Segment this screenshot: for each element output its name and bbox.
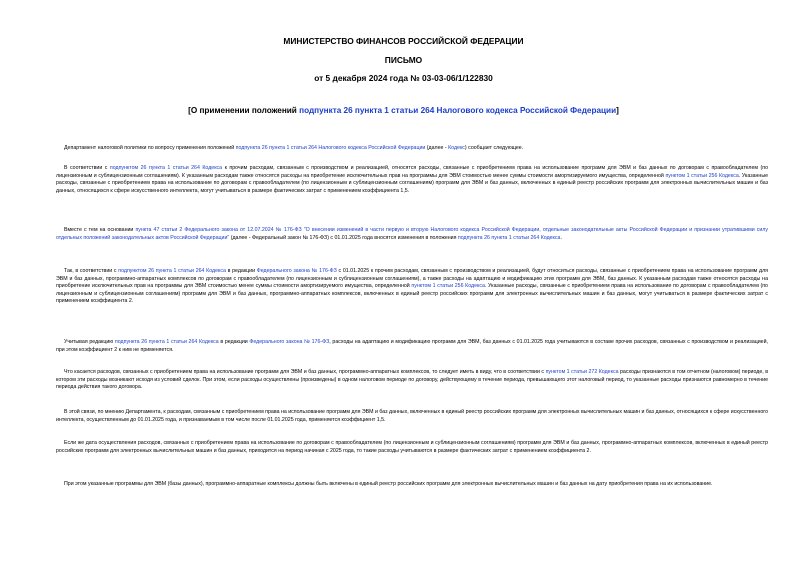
document-link[interactable]: подпункта 26 пункта 1 статьи 264 Кодекса bbox=[457, 234, 561, 241]
paragraph-text: . Указанные расходы, связанные с приобретением права на использование по договорам с правообладателем (по лицензионным и сублицензионным соглашениям) программ для ЭВМ и баз данных, включенных в единый реестр российских программ для электронных вычислительных машин и баз данных, относящихся к сфере искусственного интеллекта, могут учитываться в размере фактических затрат с применением коэффициента 1,5. bbox=[56, 172, 769, 194]
paragraph-text: Если же дата осуществления расходов, связанных с приобретением права на использование по договорам с правообладателем (по лицензионным и сублицензионным соглашениям) программ для ЭВМ и баз данных, программно-аппаратных комплексов, включенных в единый реестр российских программ для электронных вычислительных машин и баз данных, приходится на период начиная с 2025 года, то такие расходы учитываются в размере фактических затрат с применением коэффициента 2. bbox=[56, 440, 768, 454]
paragraph bbox=[56, 440, 768, 455]
paragraph-text: , расходы на адаптацию и модификацию программ для ЭВМ, баз данных с 01.01.2025 года учитываются в составе прочих расходов, связанных с производством и реализацией, при этом коэффициент 2 к ним не применяется. bbox=[56, 339, 768, 353]
paragraph-text: ) сообщает следующее. bbox=[464, 145, 524, 151]
document-link[interactable]: пунктом 1 статьи 272 Кодекса bbox=[545, 369, 619, 375]
paragraph-text: (далее - bbox=[425, 145, 449, 151]
document-type: ПИСЬМО bbox=[384, 55, 423, 65]
paragraph bbox=[56, 227, 768, 242]
paragraph-text: При этом указанные программы для ЭВМ (базы данных), программно-аппаратные комплексы должны быть включены в единый реестр российских программ для электронных вычислительных машин и баз данных на дату приобретения права на их использование. bbox=[64, 481, 713, 487]
paragraph-text: Что касается расходов, связанных с приобретением права на использование программ для ЭВМ и баз данных, программно-аппаратных комплексов, то следует иметь в виду, что в соответствии с bbox=[64, 369, 546, 375]
paragraph bbox=[56, 165, 768, 195]
paragraph-text: в редакции bbox=[218, 339, 250, 345]
title-open: [О применении положений bbox=[188, 106, 300, 115]
paragraph-text: расходы признаются в том отчетном (налоговом) периоде, в котором эти расходы возникают исходя из условий сделок. При этом, если расходы осуществлены (произведены) в одном налоговом периоде по договору, действующему в течение периода, превышающего этот налоговый период, то указанные расходы признаются равномерно в течение периода действия такого договора. bbox=[56, 369, 768, 391]
document-link[interactable]: подпунктом 26 пункта 1 статьи 264 Кодекса bbox=[109, 165, 223, 171]
paragraph-text: Вместе с тем на основании bbox=[64, 227, 136, 233]
paragraph bbox=[56, 339, 768, 354]
paragraph-text: В этой связи, по мнению Департамента, к расходам, связанным с приобретением права на использование программ для ЭВМ и баз данных, включенных в единый реестр российских программ для электронных вычислительных машин и баз данных, относящихся к сфере искусственного интеллекта, осуществленным до 01.01.2025 года, и признаваемым в том числе после 01.01.2025 года, применяется коэффициент 1,5. bbox=[56, 409, 768, 423]
paragraph-text: с 01.01.2025 к прочим расходам, связанным с производством и реализацией, будут относиться расходы, связанные с приобретением права на использование программ для ЭВМ и баз данных, программно-аппаратных комплексов по договорам с правообладателем (по лицензионным и сублицензионным соглашениям), а также расходы на адаптацию и модификацию этих программ для ЭВМ, баз данных. К указанным расходам также относятся расходы на приобретение исключительных прав на программы для ЭВМ стоимостью менее суммы стоимости амортизируемого имущества, определенной bbox=[56, 268, 768, 290]
document-link[interactable]: пункта 47 статьи 2 Федерального закона от 12.07.2024 № 176-ФЗ "О внесении изменений в части первую и вторую Налогового кодекса Российской Федерации, отдельные законодательные акты Российской Федерации и признании утратившими силу отдельных положений законодательных актов Российской Федерации" bbox=[56, 227, 768, 241]
title-close: ] bbox=[616, 106, 619, 115]
paragraph-text: . Указанные расходы, связанные с приобретением права на использование по договорам с правообладателем (по лицензионным и сублицензионным соглашениям) программ для ЭВМ и баз данных, программно-аппаратных комплексов, включенных в единый реестр российских программ для электронных вычислительных машин и баз данных, могут учитываться в размере фактических затрат с применением коэффициента 2. bbox=[56, 283, 768, 305]
paragraph-text: Учитывая редакцию bbox=[64, 339, 115, 345]
paragraph bbox=[56, 481, 768, 489]
paragraph-text: Департамент налоговой политики по вопросу применения положений bbox=[64, 145, 236, 151]
document-link[interactable]: подпункта 26 пункта 1 статьи 264 Налогового кодекса Российской Федерации bbox=[235, 145, 426, 151]
document-link[interactable]: Кодекс bbox=[448, 145, 465, 151]
ministry-heading: МИНИСТЕРСТВО ФИНАНСОВ РОССИЙСКОЙ ФЕДЕРАЦИИ bbox=[283, 36, 524, 46]
document-link[interactable]: подпункта 26 пункта 1 статьи 264 Кодекса bbox=[114, 339, 219, 345]
document-link[interactable]: подпунктом 26 пункта 1 статьи 264 Кодекса bbox=[118, 268, 226, 274]
paragraph-text: В соответствии с bbox=[64, 165, 110, 171]
paragraph bbox=[56, 145, 768, 153]
paragraph-text: . bbox=[560, 234, 562, 241]
document-link[interactable]: пунктом 1 статьи 256 Кодекса bbox=[665, 172, 739, 179]
document-link[interactable]: Федерального закона № 176-ФЗ bbox=[249, 339, 330, 345]
document-title bbox=[0, 105, 807, 116]
paragraph-text: (далее - Федеральный закон № 176-ФЗ) с 01.01.2025 года вносятся изменения в положения bbox=[229, 234, 458, 241]
document-date-number: от 5 декабря 2024 года № 03-03-06/1/122830 bbox=[314, 73, 493, 83]
paragraph-text: Так, в соответствии с bbox=[64, 268, 119, 274]
title-link[interactable]: подпункта 26 пункта 1 статьи 264 Налогового кодекса Российской Федерации bbox=[299, 106, 617, 115]
paragraph-text: к прочим расходам, связанным с производством и реализацией, относятся расходы, связанные с приобретением права на использование программ для ЭВМ и баз данных по договорам с правообладателем (по лицензионным и сублицензионным соглашениям). К указанным расходам также относятся расходы на приобретение исключительных прав на программы для ЭВМ стоимостью менее суммы стоимости амортизируемого имущества, определенной bbox=[56, 165, 768, 179]
paragraph bbox=[56, 369, 768, 392]
document-link[interactable]: пунктом 1 статьи 256 Кодекса bbox=[411, 283, 485, 290]
paragraph bbox=[56, 268, 768, 306]
paragraph-text: в редакции bbox=[225, 268, 257, 274]
paragraph bbox=[56, 409, 768, 424]
document-link[interactable]: Федерального закона № 176-ФЗ bbox=[256, 268, 337, 274]
